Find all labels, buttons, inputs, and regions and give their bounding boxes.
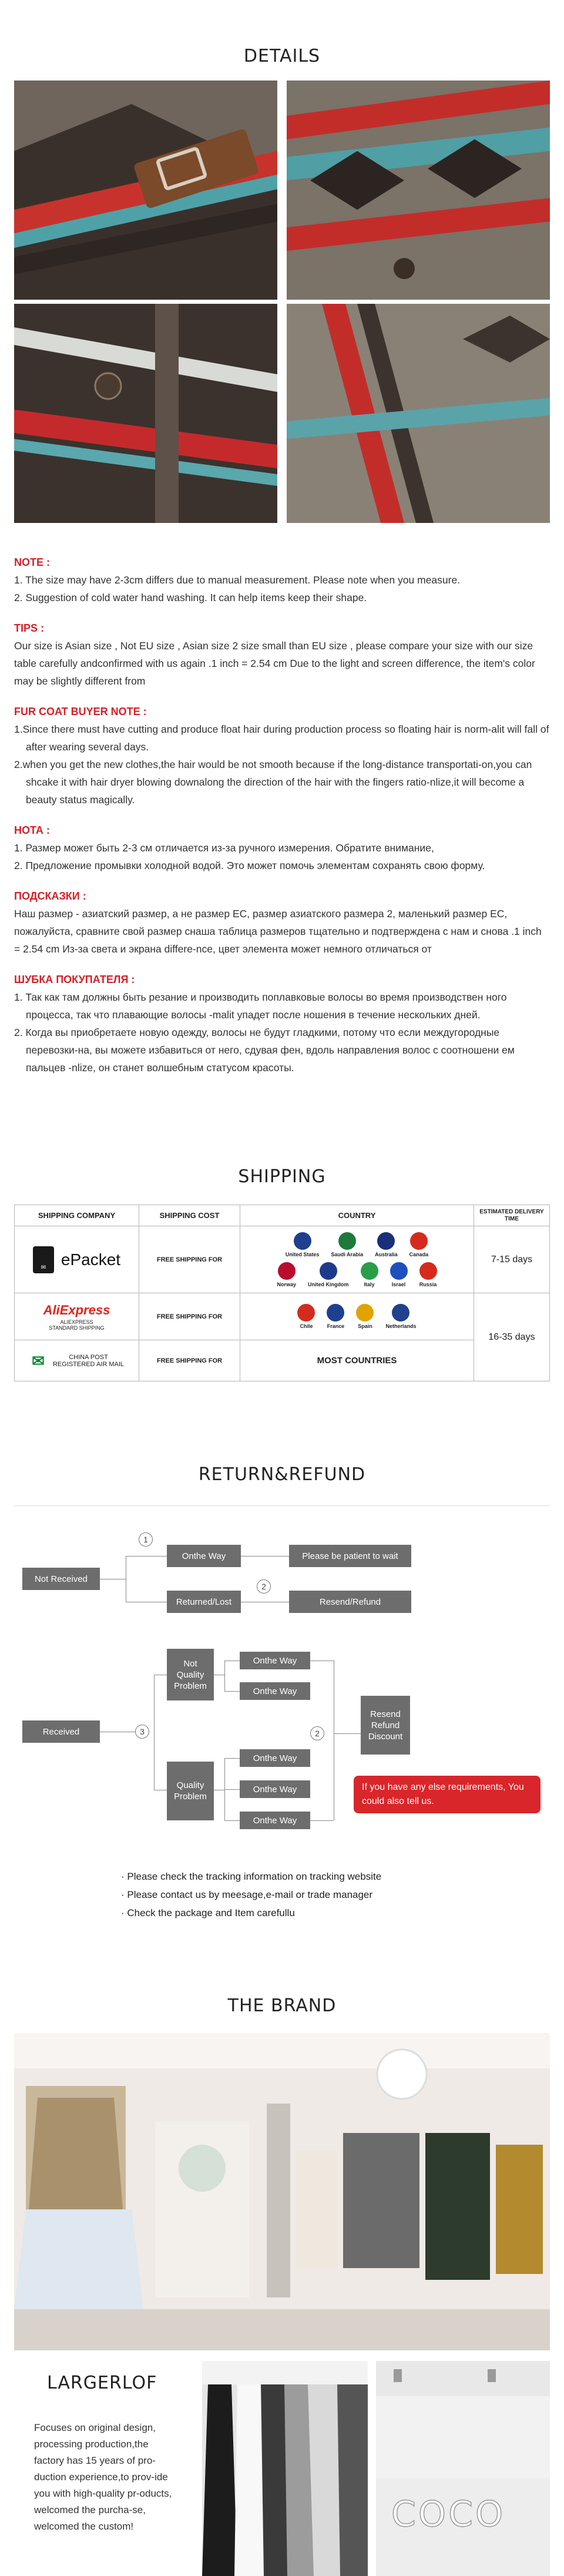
country-flag (277, 1262, 296, 1287)
country-flag (286, 1232, 320, 1257)
flag-icon (327, 1304, 344, 1321)
country-flags-cell (240, 1293, 474, 1340)
shubka-line: 1. Так как там должны быть резание и производить поплавковые волосы во время производствен ного процесса, так что плавающие волосы -malit упадет после ношения в течение нескольких дней. (14, 991, 507, 1021)
onthe-way-box: Onthe Way (240, 1812, 310, 1829)
hanging-clothes-photo (202, 2361, 368, 2576)
connector (224, 1820, 240, 1821)
header-country: COUNTRY (240, 1205, 474, 1226)
country-name: Norway (277, 1281, 296, 1287)
podskazki-line: Наш размер - азиатский размер, а не размер ЕС, размер азиатского размера 2, маленький размер ЕС, пожалуйста, сравните свой размер снаша таблица размеров тщательно и подтверждена с нам и снова .1 inch = 2.54 cm Из-за света и экрана differe-nce, цвет элемента может немного отличаться от (14, 908, 542, 955)
country-flag (375, 1232, 398, 1257)
fur-coat-heading: FUR COAT BUYER NOTE : (14, 706, 147, 717)
connector (126, 1556, 167, 1557)
brand-description: Focuses on original design, processing production,the factory has 15 years of pro-duction experience,to prov-ide you with high-quality pr-oducts, welcomed the purcha-se, welcomed the custom! (34, 2422, 172, 2532)
country-name: Canada (409, 1251, 429, 1257)
fur-coat-line: 1.Since there must have cutting and produce float hair during production process so floating hair is norm-alit will fall of after wearing several days. (14, 723, 549, 753)
connector (224, 1758, 240, 1759)
onthe-way-box: Onthe Way (240, 1682, 310, 1700)
detail-photo-fabric (287, 304, 550, 523)
country-flag (361, 1262, 378, 1287)
detail-photo-collar (14, 80, 277, 300)
delivery-days: 7-15 days (474, 1226, 550, 1293)
country-name: Netherlands (385, 1323, 417, 1329)
flags-row (240, 1232, 474, 1257)
aliexpress-logo: AliExpress (43, 1302, 110, 1317)
country-flag (356, 1304, 374, 1329)
header-shipping-cost: SHIPPING COST (139, 1205, 240, 1226)
chinapost-label: CHINA POST (69, 1353, 108, 1361)
flag-icon (390, 1262, 408, 1280)
divider (14, 1505, 550, 1506)
connector (154, 1675, 155, 1790)
brand-title: THE BRAND (227, 1995, 337, 2016)
connector (224, 1691, 240, 1692)
flag-icon (278, 1262, 296, 1280)
be-patient-box: Please be patient to wait (289, 1545, 411, 1567)
step-number: 3 (135, 1725, 149, 1739)
step-number: 2 (257, 1579, 271, 1594)
flag-icon (361, 1262, 378, 1280)
flag-icon (294, 1232, 311, 1250)
nota-line: 2. Предложение промывки холодной водой. Это может помочь элементам сохранять свою форму. (14, 860, 485, 871)
bullet-item: · Please check the tracking information on tracking website (121, 1871, 382, 1882)
refund-title: RETURN&REFUND (198, 1464, 366, 1485)
free-shipping-text: FREE SHIPPING FOR (139, 1340, 240, 1381)
country-name: Australia (375, 1251, 398, 1257)
flags-row (240, 1304, 474, 1329)
country-flag (385, 1304, 416, 1329)
flag-icon (419, 1262, 437, 1280)
chinapost-label: REGISTERED AIR MAIL (52, 1360, 125, 1368)
country-flag (327, 1304, 344, 1329)
country-flag (308, 1262, 349, 1287)
shop-window-photo (376, 2361, 550, 2576)
free-shipping-text: FREE SHIPPING FOR (139, 1293, 240, 1340)
resend-refund-box: Resend/Refund (289, 1591, 411, 1613)
received-box: Received (22, 1720, 100, 1743)
tips-heading: TIPS : (14, 622, 45, 634)
connector (334, 1733, 361, 1734)
shubka-line: 2. Когда вы приобретаете новую одежду, волосы не будут гладкими, потому что если междугородные перевозки-на, вы можете избавиться от него, сдувая фен, вдоль направления волос с соотношени ем пальцев -nlize, он станет волшебным статусом красоты. (14, 1027, 515, 1074)
refund-bullets (121, 1867, 381, 1922)
country-flag (409, 1232, 429, 1257)
flag-icon (410, 1232, 428, 1250)
epacket-logo-icon: ✉ (33, 1246, 54, 1273)
step-number: 1 (139, 1532, 153, 1547)
connector (241, 1556, 289, 1557)
podskazki-heading: ПОДСКАЗКИ : (14, 890, 86, 902)
country-name: Spain (358, 1323, 372, 1329)
country-name: Italy (364, 1281, 375, 1287)
most-countries: MOST COUNTRIES (240, 1340, 474, 1381)
country-name: United States (285, 1251, 320, 1257)
country-name: France (327, 1323, 345, 1329)
nota-line: 1. Размер может быть 2-3 см отличается из-за ручного измерения. Обратите внимание, (14, 842, 434, 854)
shipping-table (14, 1205, 550, 1381)
onthe-way-box: Onthe Way (167, 1545, 241, 1567)
country-flag (297, 1304, 315, 1329)
returned-lost-box: Returned/Lost (167, 1591, 241, 1613)
connector (224, 1661, 225, 1691)
note-line: 1. The size may have 2-3cm differs due to manual measurement. Please note when you measure. (14, 574, 461, 586)
epacket-label: ePacket (61, 1250, 121, 1269)
country-name: Saudi Arabia (331, 1251, 364, 1257)
requirements-note: If you have any else requirements, You could also tell us. (354, 1776, 540, 1813)
detail-photo-pattern (287, 80, 550, 300)
onthe-way-box: Onthe Way (240, 1780, 310, 1798)
notes-section (14, 554, 550, 1076)
chinapost-cell (15, 1340, 139, 1381)
brand-name: LARGERLOF (47, 2373, 157, 2393)
shipping-title: SHIPPING (238, 1166, 326, 1187)
note-heading: NOTE : (14, 556, 50, 568)
aliexpress-subtitle: ALIEXPRESS (60, 1319, 93, 1325)
country-flags-cell (240, 1226, 474, 1293)
onthe-way-box: Onthe Way (240, 1749, 310, 1767)
aliexpress-cell (15, 1293, 139, 1340)
note-line: 2. Suggestion of cold water hand washing. It can help items keep their shape. (14, 592, 367, 603)
not-received-box: Not Received (22, 1568, 100, 1590)
bullet-item: · Check the package and Item carefullu (121, 1907, 295, 1918)
connector (224, 1789, 240, 1790)
flag-icon (338, 1232, 356, 1250)
free-shipping-text: FREE SHIPPING FOR (139, 1226, 240, 1293)
epacket-cell (15, 1226, 139, 1293)
header-shipping-company: SHIPPING COMPANY (15, 1205, 139, 1226)
flag-icon (356, 1304, 374, 1321)
country-name: Israel (391, 1281, 406, 1287)
onthe-way-box: Onthe Way (240, 1652, 310, 1669)
quality-problem-box: Quality Problem (167, 1762, 214, 1820)
country-flag (331, 1232, 363, 1257)
step-number: 2 (310, 1726, 324, 1740)
not-quality-problem-box: Not Quality Problem (167, 1649, 214, 1700)
resend-refund-discount-box: Resend Refund Discount (361, 1696, 410, 1755)
tips-line: Our size is Asian size , Not EU size , Asian size 2 size small than EU size , please compare your size with our size table carefully andconfirmed with us again .1 inch = 2.54 cm Due to the light and screen difference, the item's color may be slightly different from (14, 640, 535, 687)
country-name: United Kingdom (308, 1281, 349, 1287)
header-delivery-time: ESTIMATED DELIVERY TIME (474, 1205, 550, 1226)
flag-icon (392, 1304, 409, 1321)
delivery-days: 16-35 days (474, 1293, 550, 1381)
country-name: Russia (419, 1281, 437, 1287)
bullet-item: · Please contact us by meesage,e-mail or trade manager (121, 1889, 373, 1900)
flags-row (240, 1262, 474, 1287)
nota-heading: НОТА : (14, 824, 50, 836)
country-name: Chile (300, 1323, 313, 1329)
detail-photo-buttons (14, 304, 277, 523)
coco-sign: COCO (391, 2494, 506, 2535)
details-title: DETAILS (243, 46, 321, 66)
chinapost-logo-icon: ✉ (32, 1351, 45, 1370)
flag-icon (297, 1304, 315, 1321)
shubka-heading: ШУБКА ПОКУПАТЕЛЯ : (14, 974, 135, 985)
connector (310, 1820, 334, 1821)
country-flag (390, 1262, 408, 1287)
fur-coat-line: 2.when you get the new clothes,the hair would be not smooth because if the long-distance transportati-on,you can shcake it with hair dryer blowing downalong the direction of the hair with the fingers ratio-nlize,it will become a beauty status magically. (14, 759, 532, 806)
country-flag (419, 1262, 437, 1287)
flag-icon (377, 1232, 395, 1250)
flag-icon (320, 1262, 337, 1280)
aliexpress-subtitle: STANDARD SHIPPING (49, 1324, 105, 1331)
store-photo (14, 2033, 550, 2350)
